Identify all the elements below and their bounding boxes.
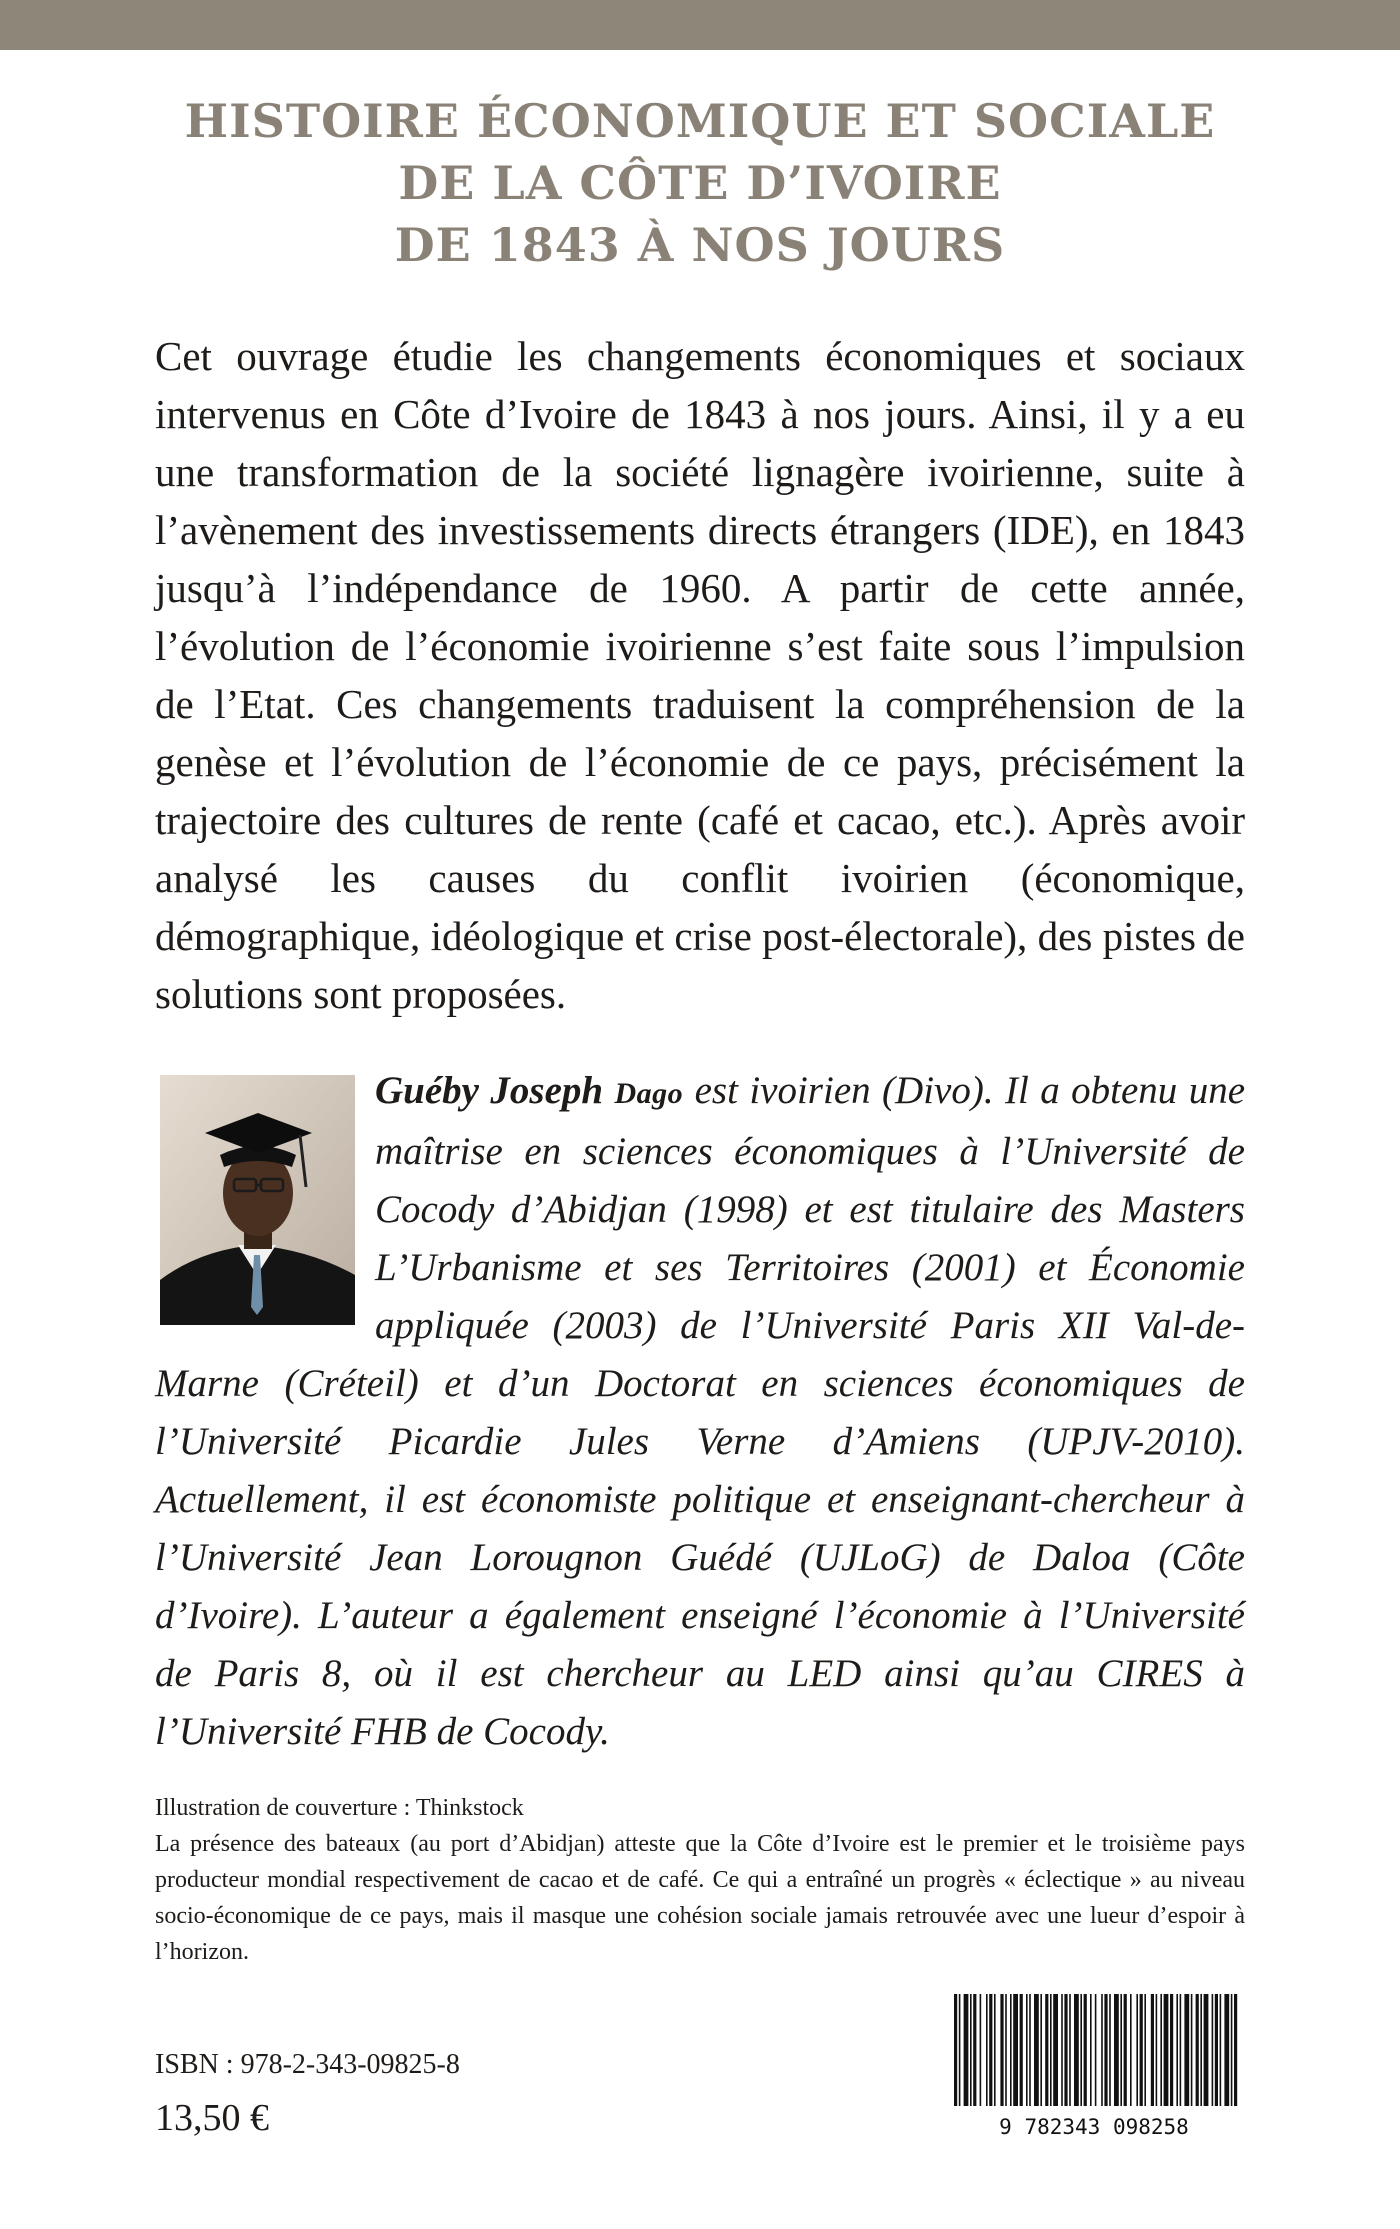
barcode-bar <box>1212 1994 1214 2106</box>
barcode-bar <box>1164 1994 1169 2106</box>
barcode-bar <box>1010 1994 1012 2106</box>
barcode-bar <box>1050 1994 1052 2106</box>
barcode-bar <box>964 1994 969 2106</box>
barcode-bar <box>1200 1994 1202 2106</box>
top-color-band <box>0 0 1400 50</box>
barcode-bar <box>1034 1994 1039 2106</box>
barcode-bar <box>986 1994 988 2106</box>
barcode-bar <box>959 1994 961 2106</box>
title-line-1: HISTOIRE ÉCONOMIQUE ET SOCIALE <box>184 94 1216 148</box>
barcode-bar <box>1224 1994 1229 2106</box>
barcode-bar <box>954 1994 957 2106</box>
barcode-bar <box>1136 1994 1138 2106</box>
illustration-description: La présence des bateaux (au port d’Abidjan) atteste que la Côte d’Ivoire est le premier et le troisième pays producteur mondial respectivement de cacao et de café. Ce qui a entraîné un progrès « éclectique » au niveau socio-économique de ce pays, mais il masque une cohésion sociale jamais retrouvée avec une lueur d’espoir à l’horizon. <box>155 1831 1245 1965</box>
barcode <box>948 1990 1240 2140</box>
barcode-bar <box>1231 1994 1233 2106</box>
barcode-bar <box>1130 1994 1132 2106</box>
barcode-bar <box>1156 1994 1158 2106</box>
barcode-bar <box>1176 1994 1178 2106</box>
barcode-bar <box>1151 1994 1154 2106</box>
barcode-bar <box>1040 1994 1042 2106</box>
barcode-bar <box>1120 1994 1122 2106</box>
barcode-bar <box>1020 1994 1023 2106</box>
barcode-bar <box>1064 1994 1067 2106</box>
barcode-bar <box>989 1994 992 2106</box>
barcode-bar <box>1184 1994 1189 2106</box>
barcode-bar <box>1061 1994 1063 2106</box>
barcode-bar <box>1000 1994 1003 2106</box>
barcode-bar <box>973 1994 976 2106</box>
author-bio-text: est ivoirien (Divo). Il a obtenu une maîtrise en sciences économiques à l’Université de Cocody d’Abidjan (1998) et est titulaire des Masters L’Urbanisme et ses Territoires (2001) et Économie appliquée (2003) de l’Université Paris XII Val-de-Marne (Créteil) et d’un Doctorat en sciences économiques de l’Université Picardie Jules Verne d’Amiens (UPJV-2010). Actuellement, il est économiste politique et enseignant-chercheur à l’Université Jean Lorougnon Guédé (UJLoG) de Daloa (Côte d’Ivoire). L’auteur a également enseigné l’économie à l’Université de Paris 8, où il est chercheur au LED ainsi qu’au CIRES à l’Université FHB de Cocody. <box>155 1069 1246 1753</box>
barcode-bar <box>1109 1994 1111 2106</box>
barcode-digits: 9 782343 098258 <box>999 2115 1189 2139</box>
barcode-bar <box>1084 1994 1087 2106</box>
barcode-bar <box>1191 1994 1193 2106</box>
barcode-bar <box>1069 1994 1071 2106</box>
barcode-bar <box>994 1994 996 2106</box>
barcode-bar <box>980 1994 982 2106</box>
barcode-bar <box>1080 1994 1082 2106</box>
barcode-bar <box>1180 1994 1182 2106</box>
barcode-bar <box>970 1994 972 2106</box>
title-line-3: DE 1843 À NOS JOURS <box>394 218 1006 272</box>
book-summary: Cet ouvrage étudie les changements économiques et sociaux intervenus en Côte d’Ivoire de 1843 à nos jours. Ainsi, il y a eu une transformation de la société lignagère ivoirienne, suite à l’avènement des investissements directs étrangers (IDE), en 1843 jusqu’à l’indépendance de 1960. A partir de cette année, l’évolution de l’économie ivoirienne s’est faite sous l’impulsion de l’Etat. Ces changements traduisent la compréhension de la genèse et l’évolution de l’économie de ce pays, précisément la trajectoire des cultures de rente (café et cacao, etc.). Après avoir analysé les causes du conflit ivoirien (économique, démographique, idéologique et crise post-électorale), des pistes de solutions sont proposées. <box>155 333 1245 1017</box>
barcode-bar <box>1026 1994 1028 2106</box>
barcode-bar <box>1220 1994 1222 2106</box>
price: 13,50 € <box>155 2097 269 2139</box>
barcode-bar <box>1215 1994 1218 2106</box>
barcode-bar <box>1090 1994 1092 2106</box>
author-name <box>375 1069 683 1112</box>
barcode-bar <box>1144 1994 1146 2106</box>
barcode-bar <box>1013 1994 1018 2106</box>
barcode-bar <box>1234 1994 1237 2106</box>
author-biography <box>155 1062 1245 1761</box>
barcode-bar <box>1160 1994 1162 2106</box>
barcode-bar <box>1204 1994 1209 2106</box>
barcode-bar <box>1124 1994 1127 2106</box>
barcode-bar <box>1196 1994 1199 2106</box>
barcode-bar <box>1101 1994 1103 2106</box>
photo-space <box>155 1062 375 1332</box>
barcode-bar <box>1045 1994 1048 2106</box>
illustration-credit: Illustration de couverture : Thinkstock <box>155 1795 524 1821</box>
barcode-bar <box>1005 1994 1007 2106</box>
title-line-2: DE LA CÔTE D’IVOIRE <box>398 156 1002 210</box>
author-last-name: Dago <box>614 1077 684 1110</box>
barcode-bar <box>1095 1994 1097 2106</box>
barcode-bar <box>1029 1994 1031 2106</box>
book-title <box>100 90 1300 276</box>
barcode-bar <box>1074 1994 1079 2106</box>
barcode-bar <box>1104 1994 1107 2106</box>
illustration-credit-block <box>155 1790 1245 1970</box>
barcode-bar <box>1053 1994 1058 2106</box>
barcode-bar <box>1114 1994 1119 2106</box>
barcode-bar <box>1140 1994 1143 2106</box>
author-first-name: Guéby Joseph <box>375 1069 604 1112</box>
barcode-bar <box>1170 1994 1173 2106</box>
isbn: ISBN : 978-2-343-09825-8 <box>155 2049 460 2080</box>
